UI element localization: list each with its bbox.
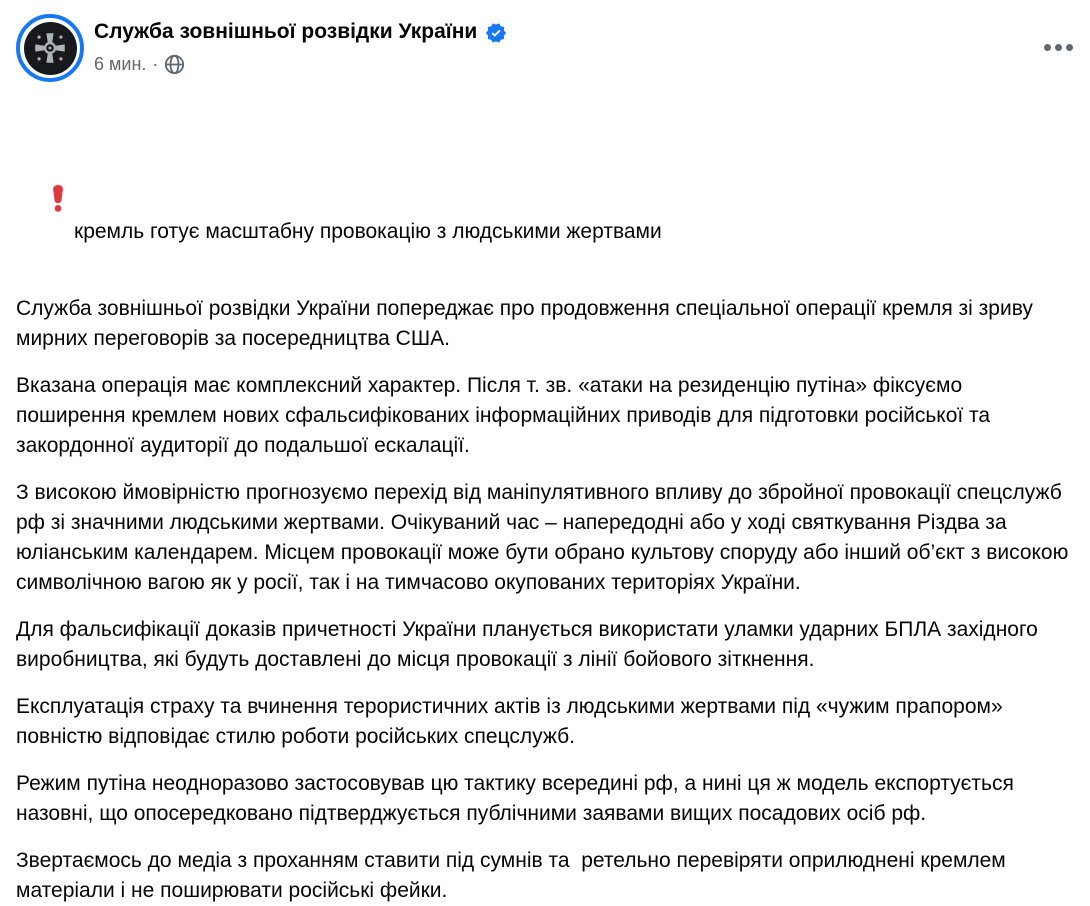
szru-emblem-graphic [31,29,69,67]
post-text: кремль готує масштабну провокацію з людськими жертвами [74,220,662,243]
page-name[interactable]: Служба зовнішньої розвідки України [94,20,478,43]
meta-separator: · [152,54,159,74]
szru-emblem-icon [24,22,77,75]
post-paragraph: Експлуатація страху та вчинення терористичних актів із людськими жертвами під «чужим прапором» повністю відповідає стилю роботи російських спецслужб. [16,695,1009,748]
red-exclamation-icon [51,125,65,152]
avatar[interactable] [16,14,84,82]
post-paragraph: Режим путіна неодноразово застосовував цю тактику всередині рф, а нині ця ж модель експортується назовні, що опосередковано підтверджується публічними заявами вищих посадових осіб рф. [16,772,1020,825]
timestamp[interactable]: 6 мин. [94,54,147,74]
verified-badge-icon [485,22,507,44]
post-paragraph [16,95,1074,277]
globe-icon [164,54,185,75]
header-text [94,14,507,75]
post-paragraph: З високою ймовірністю прогнозуємо перехід від маніпулятивного впливу до збройної провокації спецслужб рф зі значними людськими жертвами. Очікуваний час – напередодні або у ході святкування Різдва за юліанським календарем. Місцем провокації може бути обрано культову споруду або інший об’єкт з високою символічною вагою як у росії, так і на тимчасово окупованих територіях України. [16,481,1075,594]
post-paragraph: Звертаємось до медіа з проханням ставити під сумнів та ретельно перевіряти оприлюднені кремлем матеріали і не поширювати російські фейки. [16,849,1012,902]
post-paragraph: Служба зовнішньої розвідки України попереджає про продовження спеціальної операції кремля зі зриву мирних переговорів за посередництва США. [16,297,1039,350]
post-header [0,0,1090,82]
ellipsis-dot [1055,44,1062,51]
ellipsis-dot [1044,44,1051,51]
post-paragraph: Вказана операція має комплексний характер. Після т. зв. «атаки на резиденцію путіна» фіксуємо поширення кремлем нових сфальсифікованих інформаційних приводів для підготовки російської та закордонної аудиторії до подальшої ескалації. [16,374,996,457]
post-menu-button[interactable] [1040,40,1077,55]
name-row [94,18,507,46]
ellipsis-dot [1066,44,1073,51]
post-content [0,95,1090,906]
meta-row [94,53,507,75]
post-paragraph: Для фальсифікації доказів причетності України планується використати уламки ударних БПЛА західного виробництва, які будуть доставлені до місця провокації з лінії бойового зіткнення. [16,618,1044,671]
